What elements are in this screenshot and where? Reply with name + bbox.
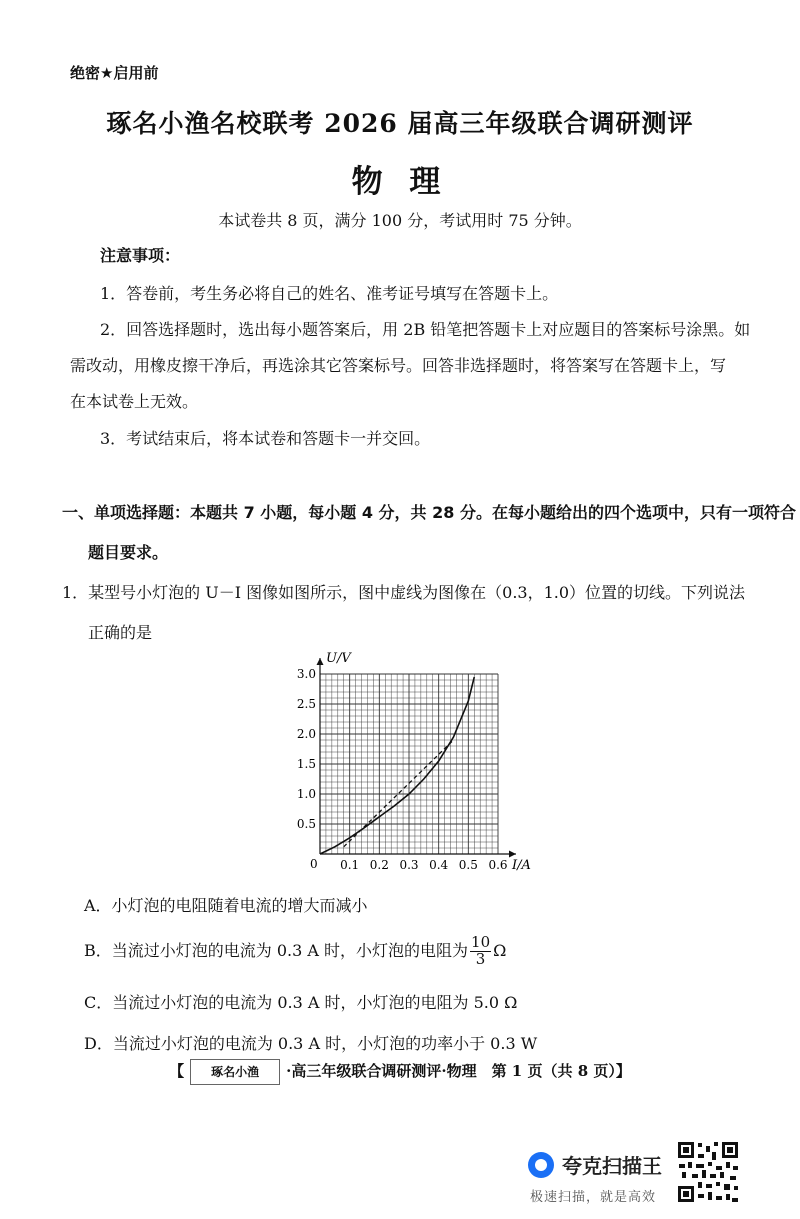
scanner-logo-icon	[528, 1152, 554, 1178]
y-tick-labels	[297, 667, 316, 831]
y-tick-label: 0.5	[296, 817, 316, 831]
x-tick-label: 0.3	[399, 858, 419, 872]
fraction-numerator: 10	[471, 933, 491, 951]
x-axis-label: I/A	[512, 858, 531, 873]
scanner-slogan: 极速扫描，就是高效	[530, 1190, 657, 1205]
x-tick-label: 0.4	[429, 858, 449, 872]
y-tick-label: 1.0	[296, 787, 316, 801]
option-d: D．当流过小灯泡的电流为 0.3 A 时，小灯泡的功率小于 0.3 W	[84, 1034, 538, 1053]
option-a: A．小灯泡的电阻随着电流的增大而减小	[84, 896, 368, 915]
option-b-text: B．当流过小灯泡的电流为 0.3 A 时，小灯泡的电阻为	[84, 940, 469, 960]
y-tick-label: 3.0	[296, 667, 316, 681]
x-tick-label: 0.5	[458, 858, 478, 872]
x-tick-label: 0.6	[488, 858, 508, 872]
section-heading-line-2: 题目要求。	[88, 543, 169, 562]
y-tick-label: 2.5	[296, 697, 316, 711]
notice-heading: 注意事项：	[100, 246, 181, 265]
footer-text: ·高三年级联合调研测评·物理 第 1 页（共 8 页）	[286, 1062, 616, 1080]
u-i-chart	[288, 648, 538, 876]
x-tick-labels	[340, 858, 507, 872]
subject-title: 物 理	[351, 164, 449, 200]
option-b-unit: Ω	[493, 940, 507, 960]
option-b-fraction	[470, 935, 491, 968]
fraction-denominator: 3	[475, 949, 486, 968]
tangent-line	[344, 740, 454, 847]
x-tick-label: 0.1	[340, 858, 360, 872]
secret-label: 绝密★启用前	[70, 64, 159, 82]
x-tick-label: 0.2	[369, 858, 389, 872]
notice-item-2-line-2: 需改动，用橡皮擦干净后，再选涂其它答案标号。回答非选择题时，将答案写在答题卡上，写	[70, 356, 727, 375]
question-1-stem-line-2: 正确的是	[88, 623, 153, 642]
notice-item-2-line-3: 在本试卷上无效。	[70, 392, 199, 411]
exam-info: 本试卷共 8 页，满分 100 分，考试用时 75 分钟。	[218, 211, 582, 230]
brand-logo: 琢名小渔	[190, 1059, 280, 1085]
notice-item-1: 1．答卷前，考生务必将自己的姓名、准考证号填写在答题卡上。	[100, 284, 559, 303]
footer-right-bracket: 】	[615, 1062, 631, 1080]
origin-label: 0	[310, 857, 318, 871]
chart-grid-major	[320, 674, 498, 854]
notice-item-2-line-1: 2．回答选择题时，选出每小题答案后，用 2B 铅笔把答题卡上对应题目的答案标号涂黑。如	[100, 320, 751, 339]
y-tick-label: 2.0	[296, 727, 316, 741]
y-tick-label: 1.5	[296, 757, 316, 771]
qr-code-icon	[676, 1140, 740, 1204]
option-c: C．当流过小灯泡的电流为 0.3 A 时，小灯泡的电阻为 5.0 Ω	[84, 993, 518, 1012]
option-b	[84, 935, 506, 968]
section-heading-line-1: 一、单项选择题：本题共 7 小题，每小题 4 分，共 28 分。在每小题给出的四个选项中，只有一项符合	[62, 503, 796, 522]
footer-left-bracket: 【	[169, 1062, 185, 1080]
y-axis-label: U/V	[326, 651, 351, 666]
notice-item-3: 3．考试结束后，将本试卷和答题卡一并交回。	[100, 429, 431, 448]
page-footer	[0, 1059, 800, 1085]
exam-title: 琢名小渔名校联考 2026 届高三年级联合调研测评	[106, 109, 694, 138]
scanner-app-name: 夸克扫描王	[562, 1154, 662, 1178]
question-1-stem-line-1: 1．某型号小灯泡的 U－I 图像如图所示，图中虚线为图像在（0.3，1.0）位置的切线。下列说法	[62, 583, 746, 602]
